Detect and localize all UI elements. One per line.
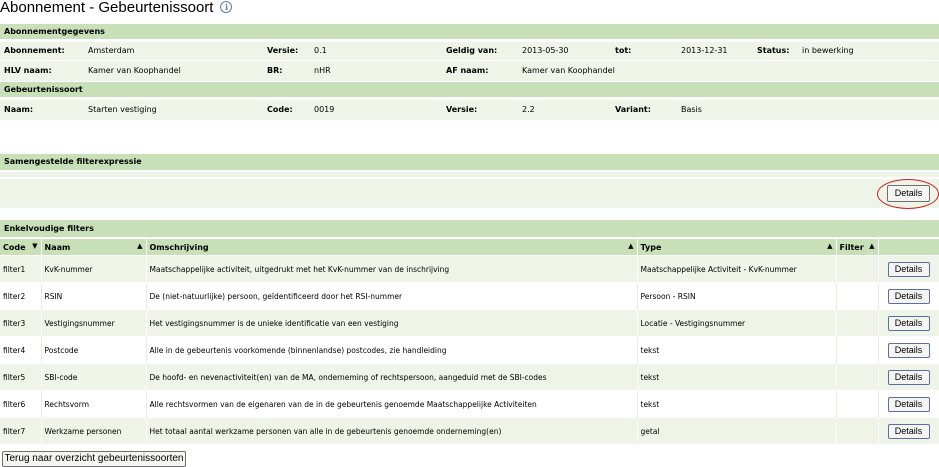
column-header-filter[interactable] [836, 239, 878, 256]
column-header-actions [878, 239, 939, 256]
table-row [0, 283, 939, 310]
sort-asc-icon[interactable]: ▲ [869, 242, 875, 250]
versie-label: Versie: [267, 46, 299, 55]
cell-naam: Vestigingsnummer [41, 310, 146, 337]
column-naam-label: Naam [44, 242, 71, 252]
br-label: BR: [267, 66, 283, 75]
cell-type: Maatschappelijke Activiteit - KvK-nummer [637, 256, 836, 283]
details-button[interactable]: Details [888, 397, 930, 412]
table-row [0, 418, 939, 445]
cell-filter [836, 364, 878, 391]
cell-actions [878, 364, 939, 391]
cell-actions [878, 337, 939, 364]
sort-asc-icon[interactable]: ▲ [827, 242, 833, 250]
table-row [0, 391, 939, 418]
details-button[interactable]: Details [888, 370, 930, 385]
details-button[interactable]: Details [888, 424, 930, 439]
versie-value: 0.1 [314, 46, 327, 55]
table-row [0, 337, 939, 364]
cell-code: filter5 [0, 364, 41, 391]
geldig-van-value: 2013-05-30 [522, 46, 569, 55]
cell-filter [836, 310, 878, 337]
cell-actions [878, 391, 939, 418]
cell-omschrijving: Maatschappelijke activiteit, uitgedrukt met het KvK-nummer van de inschrijving [146, 256, 637, 283]
column-code-label: Code [3, 242, 26, 252]
cell-type: Persoon - RSIN [637, 283, 836, 310]
abonnement-label: Abonnement: [4, 46, 65, 55]
cell-naam: Werkzame personen [41, 418, 146, 445]
cell-code: filter1 [0, 256, 41, 283]
cell-code: filter2 [0, 283, 41, 310]
af-naam-label: AF naam: [446, 66, 489, 75]
af-naam-value: Kamer van Koophandel [522, 66, 615, 75]
table-row [0, 364, 939, 391]
gebeurtenis-versie-label: Versie: [446, 105, 478, 114]
gebeurtenissoort-header: Gebeurtenissoort [0, 82, 939, 97]
cell-code: filter4 [0, 337, 41, 364]
table-row [0, 256, 939, 283]
cell-omschrijving: Alle in de gebeurtenis voorkomende (binnenlandse) postcodes, zie handleiding [146, 337, 637, 364]
tot-label: tot: [615, 46, 632, 55]
br-value: nHR [314, 66, 331, 75]
cell-filter [836, 391, 878, 418]
column-header-type[interactable] [637, 239, 836, 256]
tot-value: 2013-12-31 [681, 46, 728, 55]
table-row [0, 310, 939, 337]
column-omschrijving-label: Omschrijving [149, 242, 209, 252]
cell-omschrijving: Het vestigingsnummer is de unieke identificatie van een vestiging [146, 310, 637, 337]
code-value: 0019 [314, 105, 335, 114]
cell-naam: KvK-nummer [41, 256, 146, 283]
info-icon[interactable]: i [220, 1, 232, 13]
hlv-naam-value: Kamer van Koophandel [88, 66, 181, 75]
details-button[interactable]: Details [888, 289, 930, 304]
column-type-label: Type [640, 242, 662, 252]
variant-label: Variant: [615, 105, 651, 114]
details-button[interactable]: Details [888, 262, 930, 277]
cell-actions [878, 418, 939, 445]
code-label: Code: [267, 105, 293, 114]
cell-filter [836, 283, 878, 310]
cell-naam: SBI-code [41, 364, 146, 391]
cell-type: tekst [637, 337, 836, 364]
cell-omschrijving: Het totaal aantal werkzame personen van alle in de gebeurtenis genoemde onderneming(en) [146, 418, 637, 445]
sort-desc-icon[interactable]: ▼ [32, 242, 38, 250]
column-header-omschrijving[interactable] [146, 239, 637, 256]
details-button[interactable]: Details [888, 343, 930, 358]
cell-code: filter7 [0, 418, 41, 445]
naam-label: Naam: [4, 105, 34, 114]
cell-omschrijving: De (niet-natuurlijke) persoon, geïdentificeerd door het RSI-nummer [146, 283, 637, 310]
cell-filter [836, 418, 878, 445]
sort-asc-icon[interactable]: ▲ [137, 242, 143, 250]
enkelvoudige-filters-header: Enkelvoudige filters [0, 220, 939, 237]
enkelvoudige-filters-table [0, 239, 939, 444]
cell-actions [878, 256, 939, 283]
abonnement-value: Amsterdam [88, 46, 135, 55]
column-header-naam[interactable] [41, 239, 146, 256]
naam-value: Starten vestiging [88, 105, 157, 114]
abonnement-row-1 [0, 42, 939, 60]
geldig-van-label: Geldig van: [446, 46, 498, 55]
column-header-code[interactable] [0, 239, 41, 256]
samengestelde-filterexpressie-header: Samengestelde filterexpressie [0, 154, 939, 170]
cell-code: filter3 [0, 310, 41, 337]
table-header-row [0, 239, 939, 256]
cell-actions [878, 310, 939, 337]
samengestelde-details-bar [0, 179, 939, 208]
cell-filter [836, 337, 878, 364]
details-button[interactable]: Details [888, 316, 930, 331]
cell-type: tekst [637, 364, 836, 391]
cell-type: getal [637, 418, 836, 445]
column-filter-label: Filter [839, 242, 864, 252]
cell-type: tekst [637, 391, 836, 418]
cell-code: filter6 [0, 391, 41, 418]
gebeurtenis-versie-value: 2.2 [522, 105, 535, 114]
cell-naam: Rechtsvorm [41, 391, 146, 418]
abonnement-row-2 [0, 61, 939, 81]
samengestelde-filterexpressie-body [0, 172, 939, 177]
page-title-text: Abonnement - Gebeurtenissoort [0, 0, 214, 16]
cell-type: Locatie - Vestigingsnummer [637, 310, 836, 337]
back-to-overview-button[interactable]: Terug naar overzicht gebeurtenissoorten [2, 451, 186, 467]
cell-actions [878, 283, 939, 310]
samengestelde-details-button[interactable]: Details [887, 185, 930, 202]
cell-naam: Postcode [41, 337, 146, 364]
variant-value: Basis [681, 105, 702, 114]
hlv-naam-label: HLV naam: [4, 66, 52, 75]
cell-omschrijving: Alle rechtsvormen van de eigenaren van de in de gebeurtenis genoemde Maatschappelijke Activiteiten [146, 391, 637, 418]
cell-omschrijving: De hoofd- en nevenactiviteit(en) van de MA, onderneming of rechtspersoon, aangeduid met de SBI-codes [146, 364, 637, 391]
cell-filter [836, 256, 878, 283]
cell-naam: RSIN [41, 283, 146, 310]
status-value: in bewerking [802, 46, 854, 55]
page-title [0, 0, 232, 16]
status-label: Status: [757, 46, 790, 55]
sort-asc-icon[interactable]: ▲ [628, 242, 634, 250]
abonnementgegevens-header: Abonnementgegevens [0, 24, 939, 39]
gebeurtenissoort-row [0, 100, 939, 120]
